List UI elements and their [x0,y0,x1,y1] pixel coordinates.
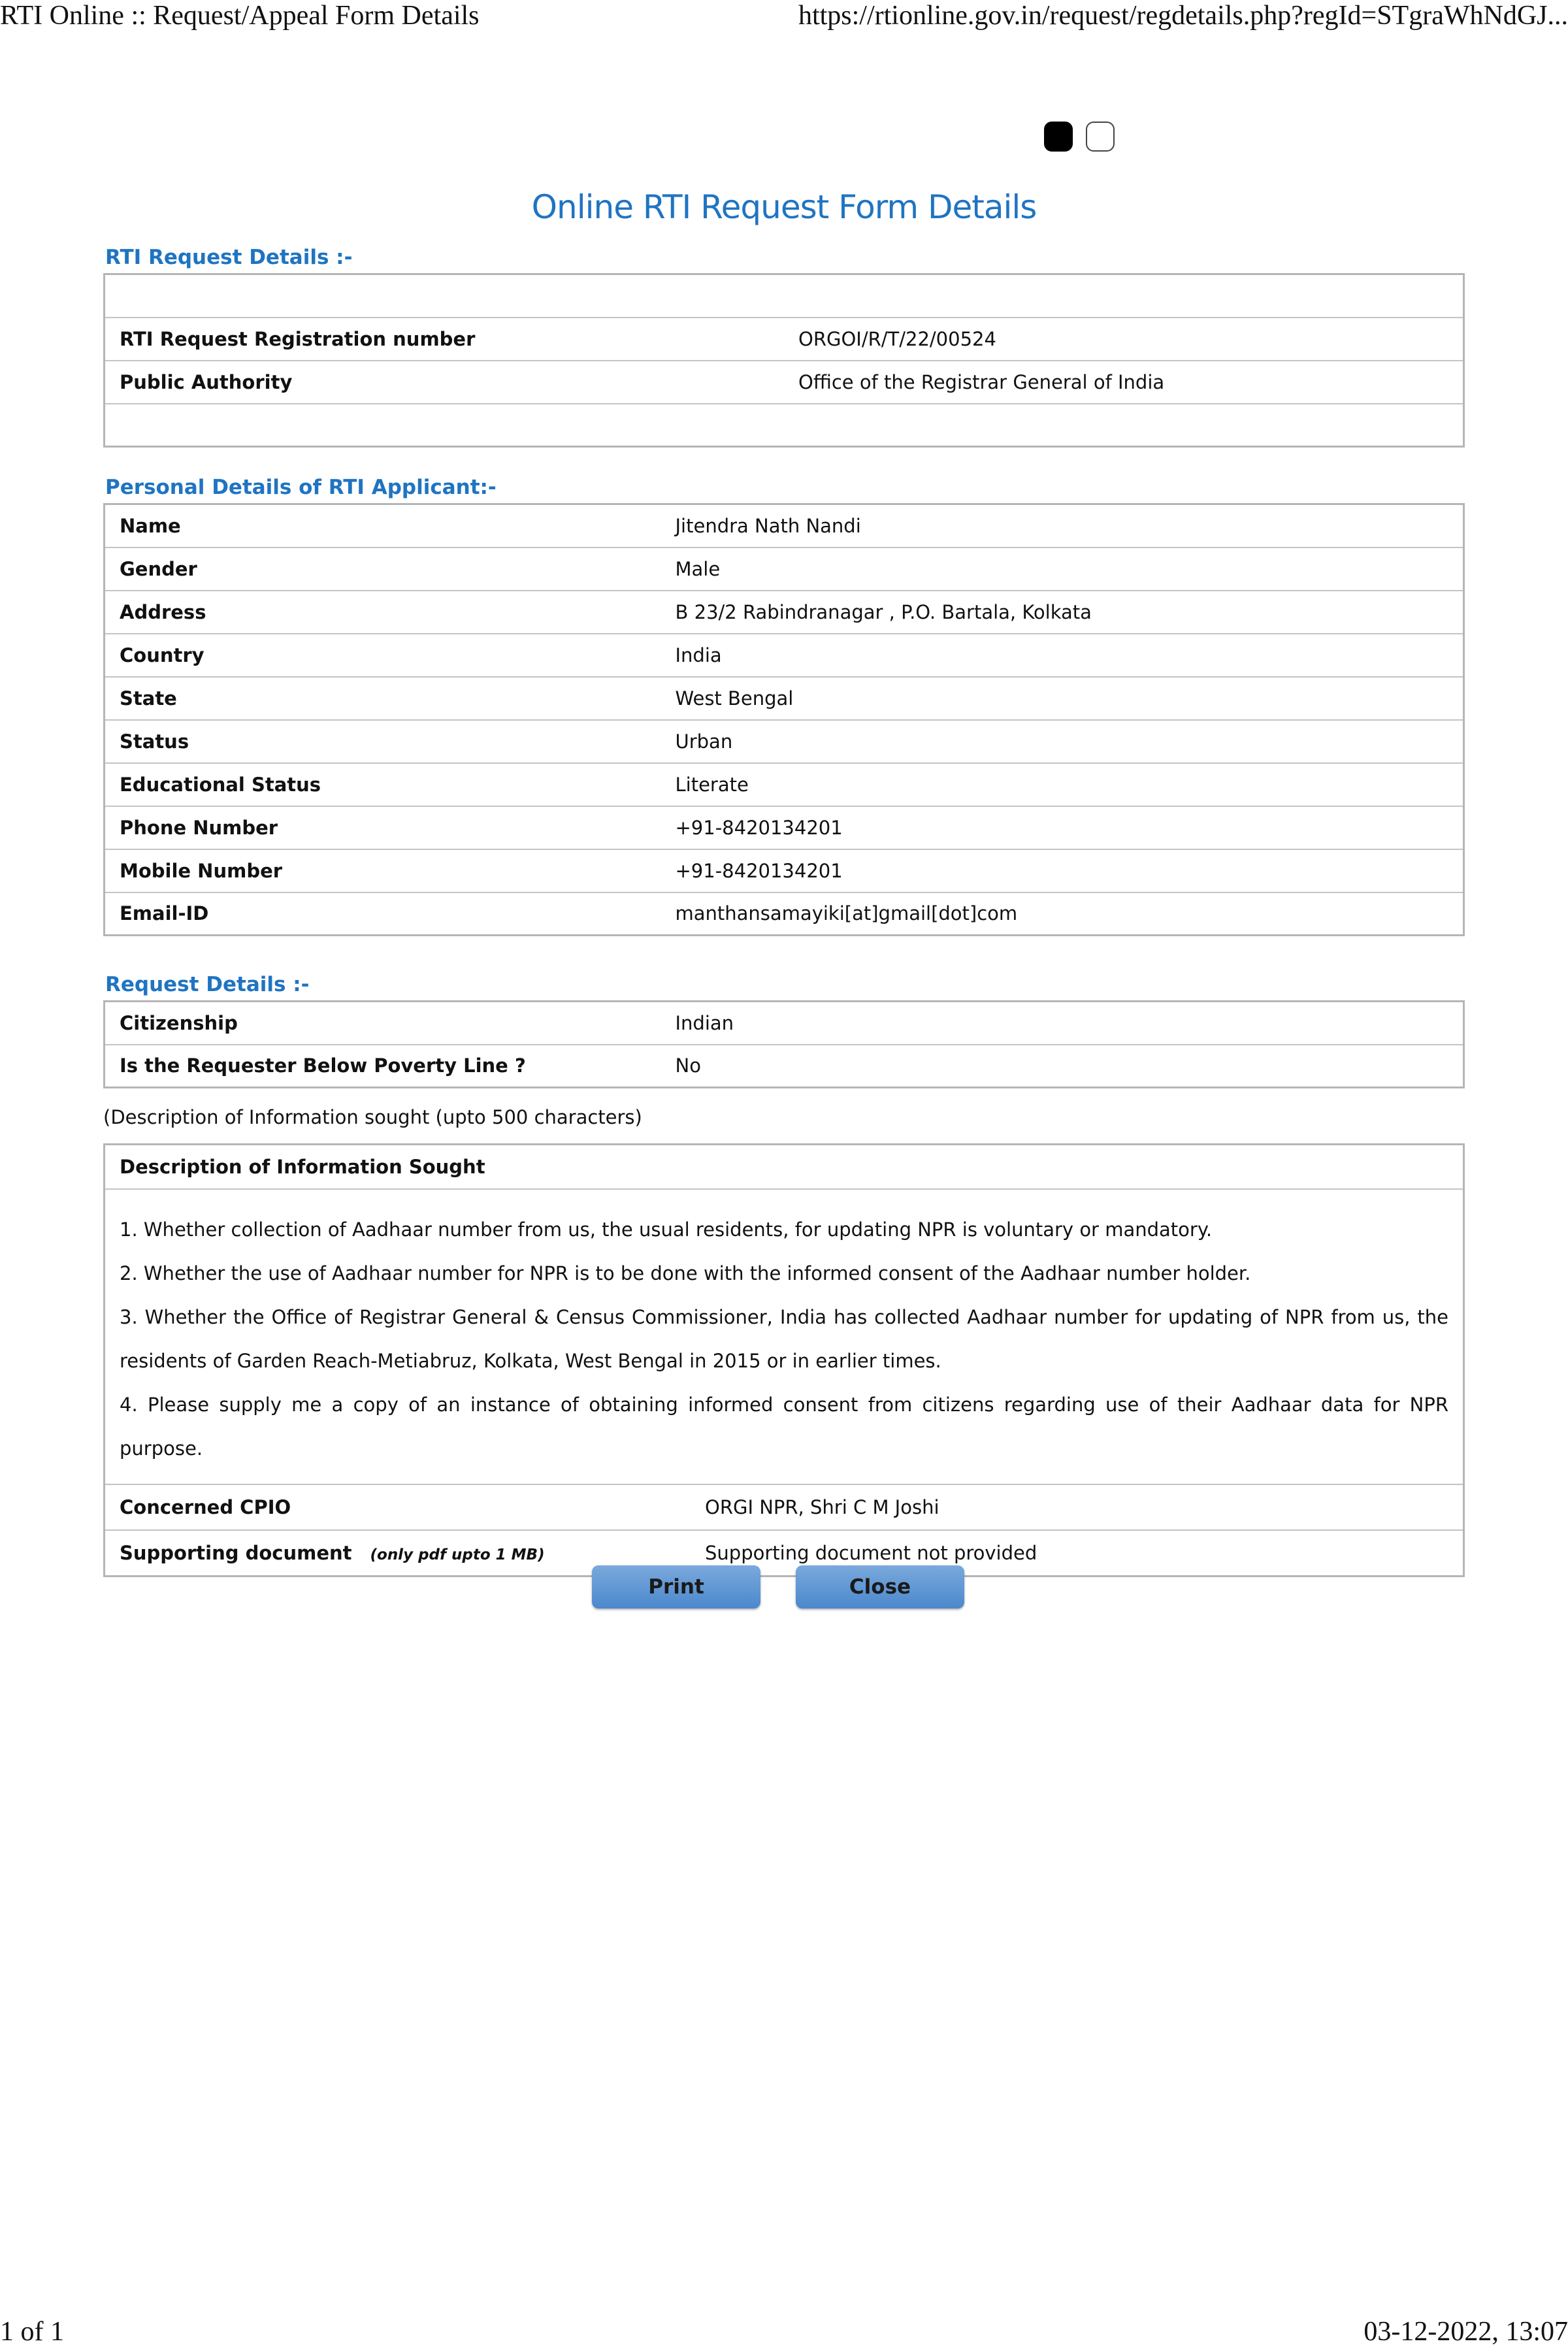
row-value: B 23/2 Rabindranagar , P.O. Bartala, Kolkata [661,591,1464,634]
row-label: Name [120,514,181,537]
row-label: Email-ID [105,892,661,936]
table-row [105,849,1464,892]
description-item: 2. Whether the use of Aadhaar number for NPR is to be done with the informed consent of the Aadhaar number holder. [120,1262,1251,1284]
row-value: ORGOI/R/T/22/00524 [784,318,1464,361]
row-value: +91-8420134201 [661,806,1464,849]
row-label: Citizenship [120,1011,238,1034]
row-label: RTI Request Registration number [105,318,785,361]
description-item: 1. Whether collection of Aadhaar number from us, the usual residents, for updating NPR is voluntary or mandatory. [120,1218,1213,1241]
table-row [105,892,1464,936]
rti-request-table [103,273,1465,448]
description-heading: Description of Information Sought [105,1145,1463,1190]
personal-table [103,503,1465,936]
supporting-doc-label: Supporting document [120,1542,352,1564]
table-row [105,677,1464,720]
row-label: Phone Number [105,806,661,849]
description-rows [105,1484,1463,1575]
row-value: Urban [661,720,1464,763]
rti-request-section [103,242,1465,448]
personal-title: Personal Details of RTI Applicant:- [105,476,497,499]
row-label: Country [105,634,661,677]
row-value: Indian [675,1011,734,1034]
page-title: Online RTI Request Form Details [531,188,1037,226]
row-label: Public Authority [105,361,785,404]
table-row [105,1002,1464,1045]
row-value: India [661,634,1464,677]
row-label: Address [105,591,661,634]
row-value: Office of the Registrar General of India [784,361,1464,404]
table-row [105,504,1464,547]
table-row [105,318,1464,361]
row-value: Male [661,547,1464,591]
description-item: 3. Whether the Office of Registrar General & Census Commissioner, India has collected Aadhaar number for updating of NPR from us, the residents of Garden Reach-Metiabruz, Kolkata, West Bengal in 2015 or in earlier times. [120,1306,1448,1372]
row-label: Gender [105,547,661,591]
cpio-value: ORGI NPR, Shri C M Joshi [691,1484,1463,1530]
row-label: Mobile Number [105,849,661,892]
description-body [105,1190,1463,1484]
table-row [105,634,1464,677]
row-value: +91-8420134201 [661,849,1464,892]
table-row [105,591,1464,634]
print-button[interactable]: Print [592,1565,760,1609]
description-note: (Description of Information sought (upto 500 characters) [103,1106,642,1128]
row-label: Is the Requester Below Poverty Line ? [105,1045,661,1088]
row-value: West Bengal [661,677,1464,720]
table-row [105,720,1464,763]
row-value: Literate [661,763,1464,806]
table-row [105,806,1464,849]
row-label: State [105,677,661,720]
blank-row [105,274,1464,318]
toggle-dark-icon[interactable] [1044,122,1073,152]
row-value: Jitendra Nath Nandi [675,514,861,537]
supporting-doc-note: (only pdf upto 1 MB) [370,1546,545,1563]
font-size-toggles [1044,122,1115,152]
supporting-doc-value: Supporting document not provided [691,1530,1463,1575]
table-row [105,763,1464,806]
row-label: Educational Status [105,763,661,806]
print-footer-page: 1 of 1 [0,2317,64,2347]
table-row [105,1045,1464,1088]
cpio-label: Concerned CPIO [105,1484,691,1530]
print-footer-datetime: 03-12-2022, 13:07 [1364,2317,1568,2347]
row-value: manthansamayiki[at]gmail[dot]com [661,892,1464,936]
row-value: No [661,1045,1464,1088]
row-label: Status [105,720,661,763]
blank-row [105,404,1464,447]
request-section [103,969,1465,1088]
table-row [105,547,1464,591]
rti-request-title: RTI Request Details :- [105,246,353,269]
toggle-light-icon[interactable] [1086,122,1115,152]
print-header-title: RTI Online :: Request/Appeal Form Details [0,1,480,31]
table-row [105,1484,1463,1530]
action-buttons [592,1565,964,1609]
close-button[interactable]: Close [796,1565,964,1609]
personal-section [103,472,1465,936]
request-table [103,1000,1465,1088]
description-box [103,1143,1465,1577]
table-row [105,361,1464,404]
description-item: 4. Please supply me a copy of an instance of obtaining informed consent from citizens regarding use of their Aadhaar data for NPR purpose. [120,1394,1448,1460]
request-title: Request Details :- [105,973,310,996]
print-header-url: https://rtionline.gov.in/request/regdetails.php?regId=STgraWhNdGJ... [798,1,1568,31]
